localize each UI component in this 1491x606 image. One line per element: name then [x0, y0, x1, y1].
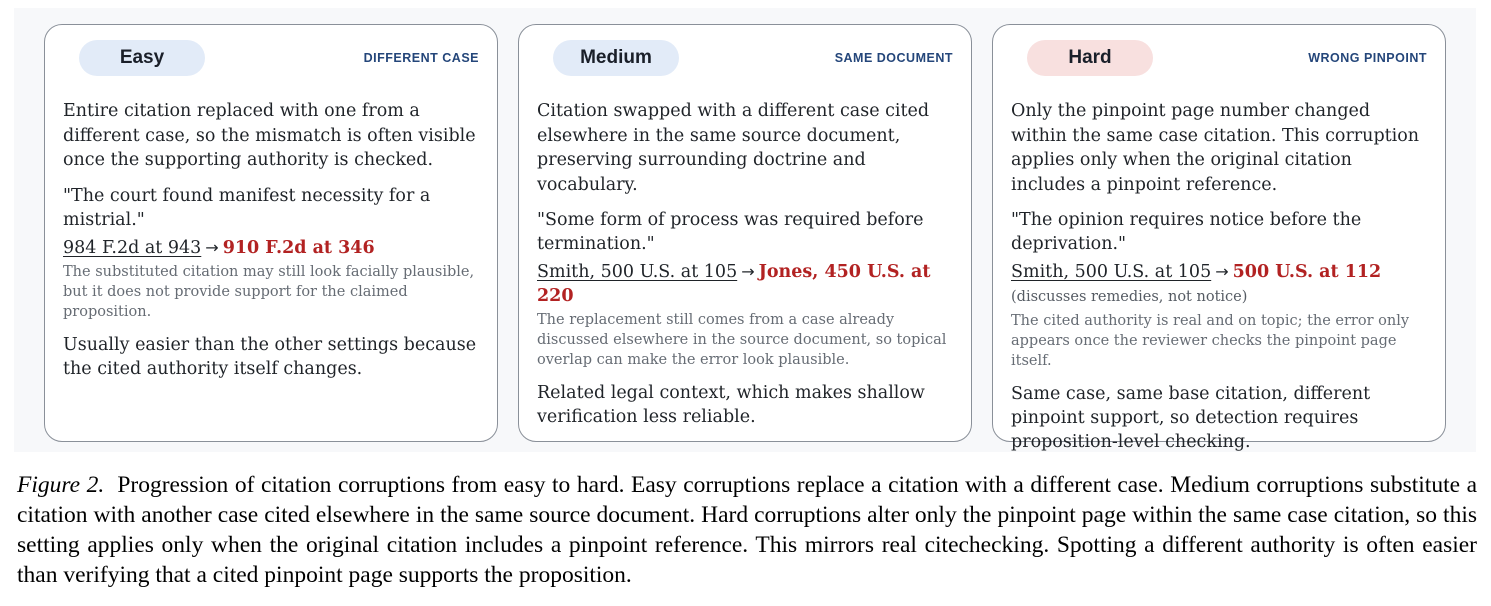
replacement-citation: Jones, 450 U.S. at 220 — [537, 262, 931, 306]
corruption-type-tag: DIFFERENT CASE — [363, 51, 479, 65]
card-header — [63, 25, 479, 99]
card-closing: Same case, same base citation, different pinpoint support, so detection requires proposition-level checking. — [1011, 384, 1371, 452]
card-description: Citation swapped with a different case cited elsewhere in the same source document, preserving surrounding doctrine and vocabulary. — [537, 101, 930, 195]
original-citation: 984 F.2d at 943 — [63, 237, 202, 258]
difficulty-pill: Easy — [79, 40, 205, 76]
replacement-citation: 910 F.2d at 346 — [222, 237, 375, 258]
corruption-type-tag: SAME DOCUMENT — [834, 51, 953, 65]
replacement-citation: 500 U.S. at 112 — [1232, 262, 1382, 282]
caption-label: Figure 2. — [17, 472, 105, 498]
card-closing: Usually easier than the other settings because the cited authority itself changes. — [63, 334, 477, 379]
card-easy — [44, 24, 498, 442]
citation-parenthetical: (discusses remedies, not notice) — [1011, 289, 1248, 305]
card-note: The substituted citation may still look facially plausible, but it does not provide support for the claimed proposition. — [63, 263, 475, 320]
example-quote: "The opinion requires notice before the deprivation." — [1011, 210, 1362, 254]
card-description: Only the pinpoint page number changed within the same case citation. This corruption applies only when the original citation includes a pinpoint reference. — [1011, 101, 1420, 195]
citation-change — [1011, 260, 1427, 309]
example-quote: "Some form of process was required before termination." — [537, 210, 924, 254]
card-header — [537, 25, 953, 99]
citation-change — [537, 260, 953, 308]
card-closing: Related legal context, which makes shallow verification less reliable. — [537, 383, 925, 427]
card-description: Entire citation replaced with one from a different case, so the mismatch is often visible once the supporting authority is checked. — [63, 101, 476, 170]
arrow-icon: → — [741, 262, 755, 281]
caption-text: Progression of citation corruptions from easy to hard. Easy corruptions replace a citation with a different case. Medium corruptions substitute a citation with another case cited elsewhere in the same source document. Hard corruptions alter only the pinpoint page within the same case citation, so this setting applies only when the original citation includes a pinpoint reference. This mirrors real citechecking. Spotting a different authority is often easier than verifying that a cited pinpoint page supports the proposition. — [17, 472, 1478, 588]
arrow-icon: → — [1215, 262, 1229, 281]
card-note: The cited authority is real and on topic; the error only appears once the reviewer checks the pinpoint page itself. — [1011, 313, 1410, 369]
card-header — [1011, 25, 1427, 99]
card-note: The replacement still comes from a case already discussed elsewhere in the source document, so topical overlap can make the error look plausible. — [537, 312, 947, 368]
citation-change — [63, 236, 479, 260]
example-quote: "The court found manifest necessity for a mistrial." — [63, 185, 431, 230]
difficulty-pill: Hard — [1027, 40, 1153, 76]
arrow-icon: → — [205, 237, 219, 257]
original-citation: Smith, 500 U.S. at 105 — [537, 262, 738, 282]
card-medium — [518, 24, 972, 442]
figure-caption — [17, 470, 1477, 590]
original-citation: Smith, 500 U.S. at 105 — [1011, 262, 1212, 282]
corruption-type-tag: WRONG PINPOINT — [1308, 51, 1427, 65]
card-hard — [992, 24, 1446, 452]
difficulty-pill: Medium — [553, 40, 679, 76]
